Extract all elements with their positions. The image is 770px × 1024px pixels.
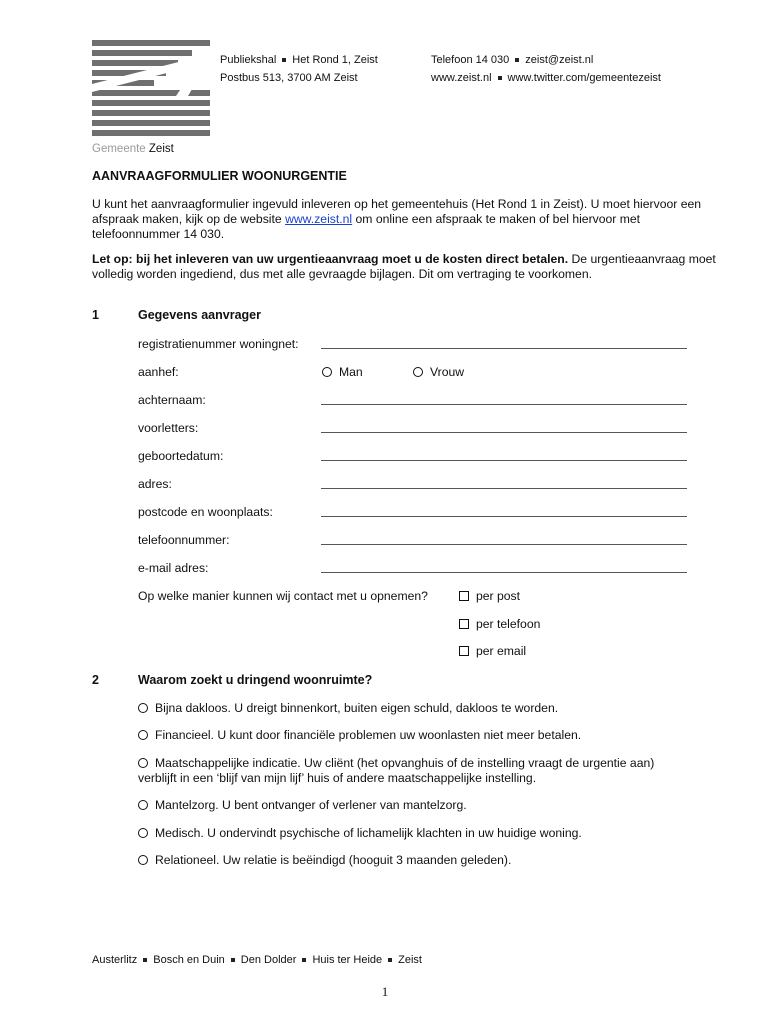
reason-label: Maatschappelijke indicatie. Uw cliënt (het opvanghuis of de instelling vraagt de urgentie aan) verblijft in een ‘blijf van mijn lijf’ huis of andere maatschappelijke instelling.: [138, 756, 655, 785]
brand-prefix: Gemeente: [92, 143, 146, 155]
postcode-input[interactable]: [321, 516, 687, 517]
bullet-icon: [143, 958, 147, 962]
radio-man[interactable]: [322, 365, 363, 379]
address-label: Publiekshal: [220, 54, 277, 66]
website-link[interactable]: www.zeist.nl: [431, 72, 492, 84]
radio-vrouw[interactable]: [413, 365, 464, 379]
field-label-adres: adres:: [138, 477, 172, 491]
reason-option-financieel[interactable]: [138, 728, 698, 743]
footer-place: Den Dolder: [240, 954, 297, 966]
reason-label: Financieel. U kunt door financiële problemen uw woonlasten niet meer betalen.: [155, 728, 582, 742]
footer-place: Austerlitz: [92, 954, 138, 966]
header-contact-line1: [431, 51, 593, 69]
voorletters-input[interactable]: [321, 432, 687, 433]
reason-label: Medisch. U ondervindt psychische of lichamelijk klachten in uw huidige woning.: [155, 826, 582, 840]
checkbox-icon[interactable]: [459, 591, 469, 601]
checkbox-per-post-label: per post: [476, 589, 521, 603]
checkbox-per-post[interactable]: [459, 589, 520, 603]
checkbox-per-email[interactable]: [459, 644, 526, 658]
header-address-line1: [220, 51, 378, 69]
radio-circle-icon[interactable]: [138, 758, 148, 768]
document-title: AANVRAAGFORMULIER WOONURGENTIE: [92, 169, 347, 183]
adres-input[interactable]: [321, 488, 687, 489]
footer-place: Zeist: [398, 954, 422, 966]
intro-paragraph: [92, 197, 724, 242]
phone-number: Telefoon 14 030: [431, 54, 510, 66]
checkbox-per-email-label: per email: [476, 644, 527, 658]
section-2-heading: Waarom zoekt u dringend woonruimte?: [138, 673, 373, 687]
bullet-icon: [498, 76, 502, 80]
footer-places: [92, 954, 422, 966]
achternaam-input[interactable]: [321, 404, 687, 405]
reason-option-relationeel[interactable]: [138, 853, 698, 868]
radio-circle-icon[interactable]: [138, 828, 148, 838]
radio-circle-icon[interactable]: [138, 703, 148, 713]
radio-circle-icon[interactable]: [138, 800, 148, 810]
brand-city: Zeist: [148, 143, 174, 155]
bullet-icon: [231, 958, 235, 962]
header-contact-line2: [431, 69, 661, 87]
reason-option-dakloos[interactable]: [138, 701, 698, 716]
radio-man-label: Man: [339, 365, 363, 379]
twitter-link[interactable]: www.twitter.com/gemeentezeist: [507, 72, 661, 84]
registratienummer-input[interactable]: [321, 348, 687, 349]
field-label-voorletters: voorletters:: [138, 421, 199, 435]
website-link[interactable]: www.zeist.nl: [285, 212, 353, 226]
section-1-heading: Gegevens aanvrager: [138, 308, 261, 322]
contact-question: Op welke manier kunnen wij contact met u opnemen?: [138, 589, 428, 603]
intro-text: U kunt het aanvraagformulier ingevuld inleveren op het gemeentehuis (Het Rond 1 in Zeist). U moet hiervoor een afspraak maken, kijk op de website: [92, 197, 702, 226]
reason-option-mantelzorg[interactable]: [138, 798, 698, 813]
field-label-geboortedatum: geboortedatum:: [138, 449, 224, 463]
field-label-telefoonnummer: telefoonnummer:: [138, 533, 230, 547]
radio-circle-icon[interactable]: [138, 730, 148, 740]
reason-option-maatschappelijk[interactable]: [138, 756, 690, 786]
radio-circle-icon[interactable]: [322, 367, 332, 377]
section-2-number: 2: [92, 673, 99, 687]
brand-name: [92, 143, 174, 155]
notice-paragraph: [92, 252, 724, 282]
notice-bold: Let op: bij het inleveren van uw urgentieaanvraag moet u de kosten direct betalen.: [92, 252, 569, 266]
email-input[interactable]: [321, 572, 687, 573]
radio-circle-icon[interactable]: [138, 855, 148, 865]
email-link[interactable]: zeist@zeist.nl: [525, 54, 594, 66]
field-label-registratienummer: registratienummer woningnet:: [138, 337, 299, 351]
section-1-number: 1: [92, 308, 99, 322]
bullet-icon: [302, 958, 306, 962]
address-street: Het Rond 1, Zeist: [292, 54, 378, 66]
bullet-icon: [388, 958, 392, 962]
checkbox-icon[interactable]: [459, 619, 469, 629]
bullet-icon: [282, 58, 286, 62]
footer-place: Huis ter Heide: [312, 954, 383, 966]
reason-label: Bijna dakloos. U dreigt binnenkort, buiten eigen schuld, dakloos te worden.: [155, 701, 559, 715]
reason-label: Mantelzorg. U bent ontvanger of verlener van mantelzorg.: [155, 798, 467, 812]
header-address-line2: Postbus 513, 3700 AM Zeist: [220, 72, 358, 84]
radio-circle-icon[interactable]: [413, 367, 423, 377]
telefoonnummer-input[interactable]: [321, 544, 687, 545]
field-label-aanhef: aanhef:: [138, 365, 179, 379]
checkbox-per-telefoon-label: per telefoon: [476, 617, 541, 631]
field-label-postcode: postcode en woonplaats:: [138, 505, 273, 519]
footer-place: Bosch en Duin: [153, 954, 225, 966]
field-label-achternaam: achternaam:: [138, 393, 206, 407]
radio-vrouw-label: Vrouw: [430, 365, 465, 379]
reason-label: Relationeel. Uw relatie is beëindigd (hooguit 3 maanden geleden).: [155, 853, 512, 867]
notice-text: De urgentieaanvraag moet volledig worden ingediend, dus met alle gevraagde bijlagen. Dit om vertraging te voorkomen.: [92, 252, 716, 281]
page-number: 1: [381, 984, 389, 999]
checkbox-per-telefoon[interactable]: [459, 617, 540, 631]
intro-text-end: om online een afspraak te maken of bel hiervoor met telefoonnummer 14 030.: [92, 212, 641, 241]
reason-option-medisch[interactable]: [138, 826, 698, 841]
zeist-logo-icon: [92, 40, 210, 140]
geboortedatum-input[interactable]: [321, 460, 687, 461]
bullet-icon: [515, 58, 519, 62]
field-label-email: e-mail adres:: [138, 561, 209, 575]
checkbox-icon[interactable]: [459, 646, 469, 656]
